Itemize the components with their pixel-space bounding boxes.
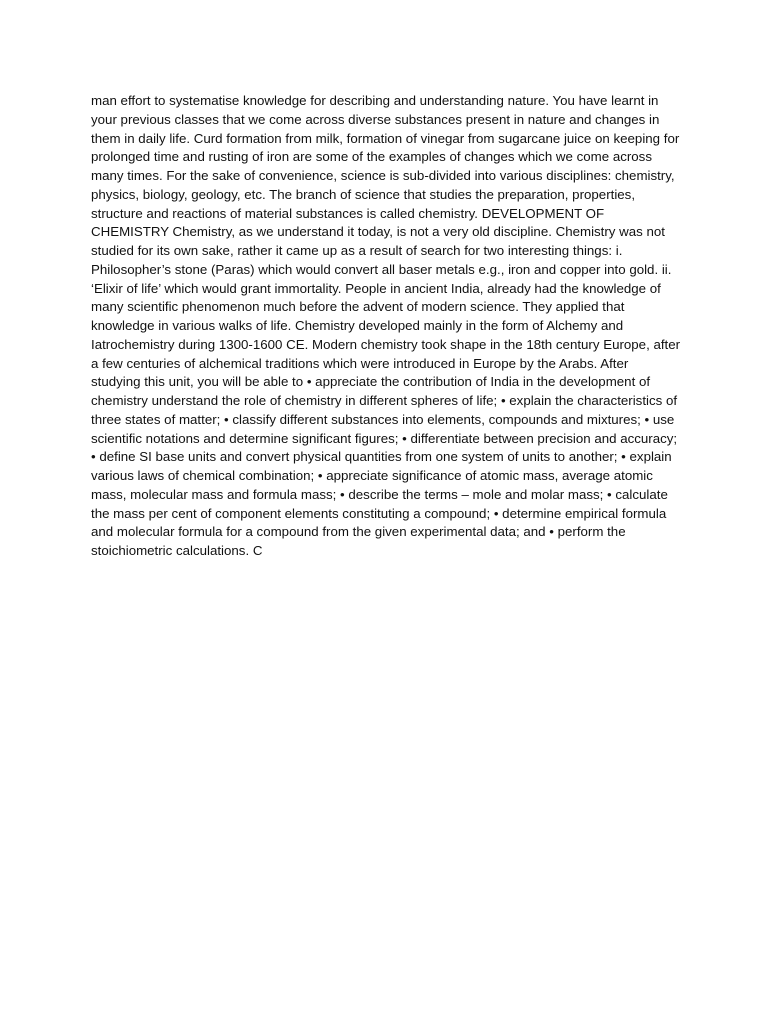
body-paragraph: man effort to systematise knowledge for describing and understanding nature. You have learnt in your previous classes that we come across diverse substances present in nature and changes in them in daily life. Curd formation from milk, formation of vinegar from sugarcane juice on keeping for prolonged time and rusting of iron are some of the examples of changes which we come across many times. For the sake of convenience, science is sub-divided into various disciplines: chemistry, physics, biology, geology, etc. The branch of science that studies the preparation, properties, structure and reactions of material substances is called chemistry. DEVELOPMENT OF CHEMISTRY Chemistry, as we understand it today, is not a very old discipline. Chemistry was not studied for its own sake, rather it came up as a result of search for two interesting things: i. Philosopher’s stone (Paras) which would convert all baser metals e.g., iron and copper into gold. ii. ‘Elixir of life’ which would grant immortality. People in ancient India, already had the knowledge of many scientific phenomenon much before the advent of modern science. They applied that knowledge in various walks of life. Chemistry developed mainly in the form of Alchemy and Iatrochemistry during 1300-1600 CE. Modern chemistry took shape in the 18th century Europe, after a few centuries of alchemical traditions which were introduced in Europe by the Arabs. After studying this unit, you will be able to • appreciate the contribution of India in the development of chemistry understand the role of chemistry in different spheres of life; • explain the characteristics of three states of matter; • classify different substances into elements, compounds and mixtures; • use scientific notations and determine significant figures; • differentiate between precision and accuracy; • define SI base units and convert physical quantities from one system of units to another; • explain various laws of chemical combination; • appreciate significance of atomic mass, average atomic mass, molecular mass and formula mass; • describe the terms – mole and molar mass; • calculate the mass per cent of component elements constituting a compound; • determine empirical formula and molecular formula for a compound from the given experimental data; and • perform the stoichiometric calculations. C bbox=[91, 93, 681, 558]
